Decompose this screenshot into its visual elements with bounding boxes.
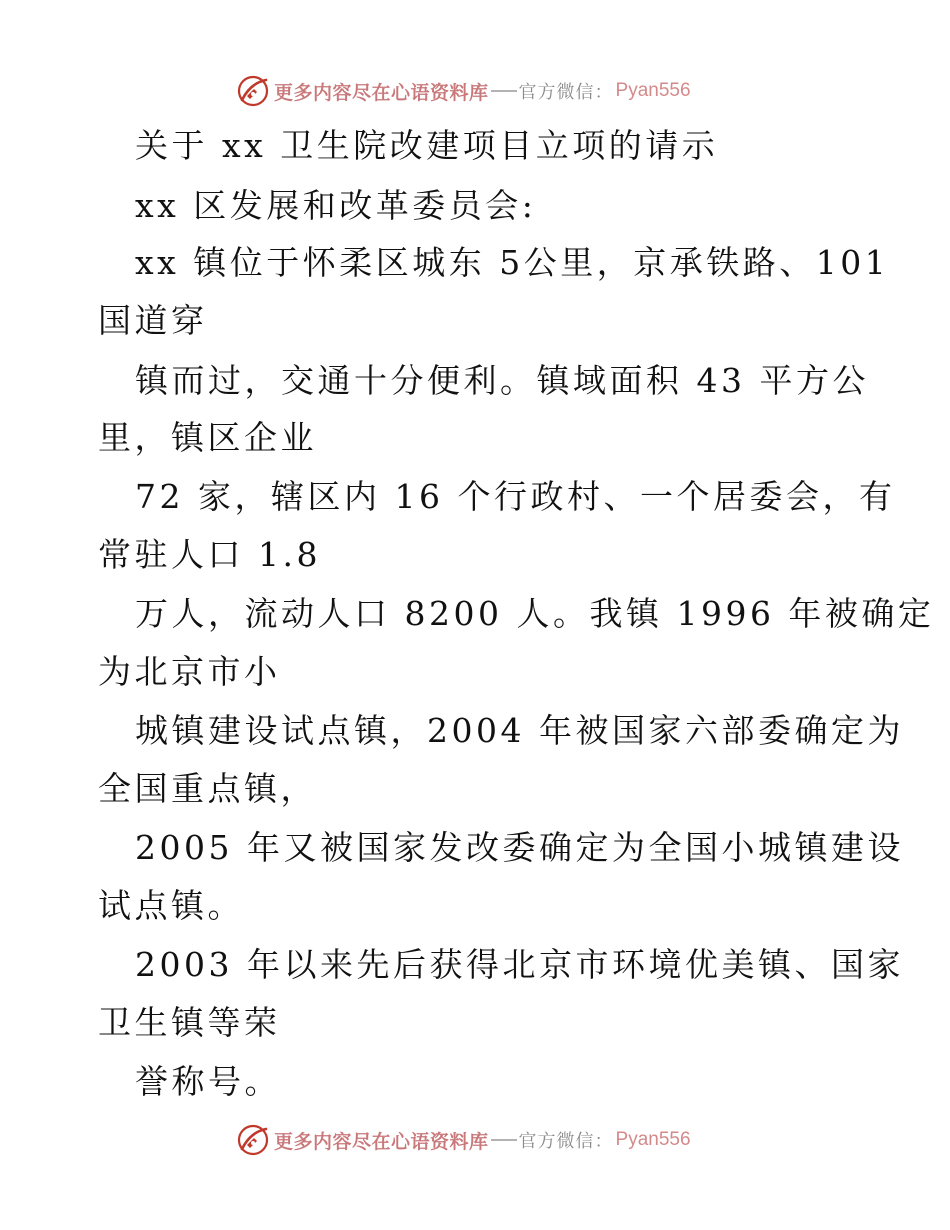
watermark-main-text: 更多内容尽在心语资料库 — [274, 1130, 489, 1153]
watermark-footer — [236, 1123, 691, 1157]
body-line: xx 镇位于怀柔区城东 5公里，京承铁路、101 — [135, 243, 890, 282]
document-addressee: xx 区发展和改革委员会: — [135, 186, 537, 225]
body-line: 镇而过，交通十分便利。镇域面积 43 平方公 — [135, 361, 869, 400]
body-line: 卫生镇等荣 — [98, 1003, 281, 1042]
document-title: 关于 xx 卫生院改建项目立项的请示 — [135, 126, 719, 165]
watermark-dash — [491, 1139, 517, 1141]
watermark-main-text: 更多内容尽在心语资料库 — [274, 81, 489, 104]
body-line: 72 家，辖区内 16 个行政村、一个居委会，有 — [135, 477, 896, 516]
body-line: 国道穿 — [98, 301, 208, 340]
body-line: 万人，流动人口 8200 人。我镇 1996 年被确定 — [135, 594, 935, 633]
body-line: 试点镇。 — [98, 886, 244, 925]
pen-logo-icon — [236, 1123, 270, 1157]
body-line: 誉称号。 — [135, 1062, 281, 1101]
watermark-sub-text: 官方微信： — [518, 1131, 614, 1152]
watermark-wechat-id: Pyan556 — [615, 80, 691, 101]
body-line: 城镇建设试点镇，2004 年被国家六部委确定为 — [135, 711, 904, 750]
body-line: 为北京市小 — [98, 652, 281, 691]
body-line: 全国重点镇， — [98, 769, 317, 808]
body-line: 2005 年又被国家发改委确定为全国小城镇建设 — [135, 828, 904, 867]
watermark-wechat-id: Pyan556 — [615, 1129, 691, 1150]
watermark-dash — [491, 90, 517, 92]
body-line: 常驻人口 1.8 — [98, 535, 321, 574]
watermark-header — [236, 74, 691, 108]
watermark-sub-text: 官方微信： — [518, 82, 614, 103]
body-line: 2003 年以来先后获得北京市环境优美镇、国家 — [135, 945, 904, 984]
pen-logo-icon — [236, 74, 270, 108]
body-line: 里，镇区企业 — [98, 418, 317, 457]
